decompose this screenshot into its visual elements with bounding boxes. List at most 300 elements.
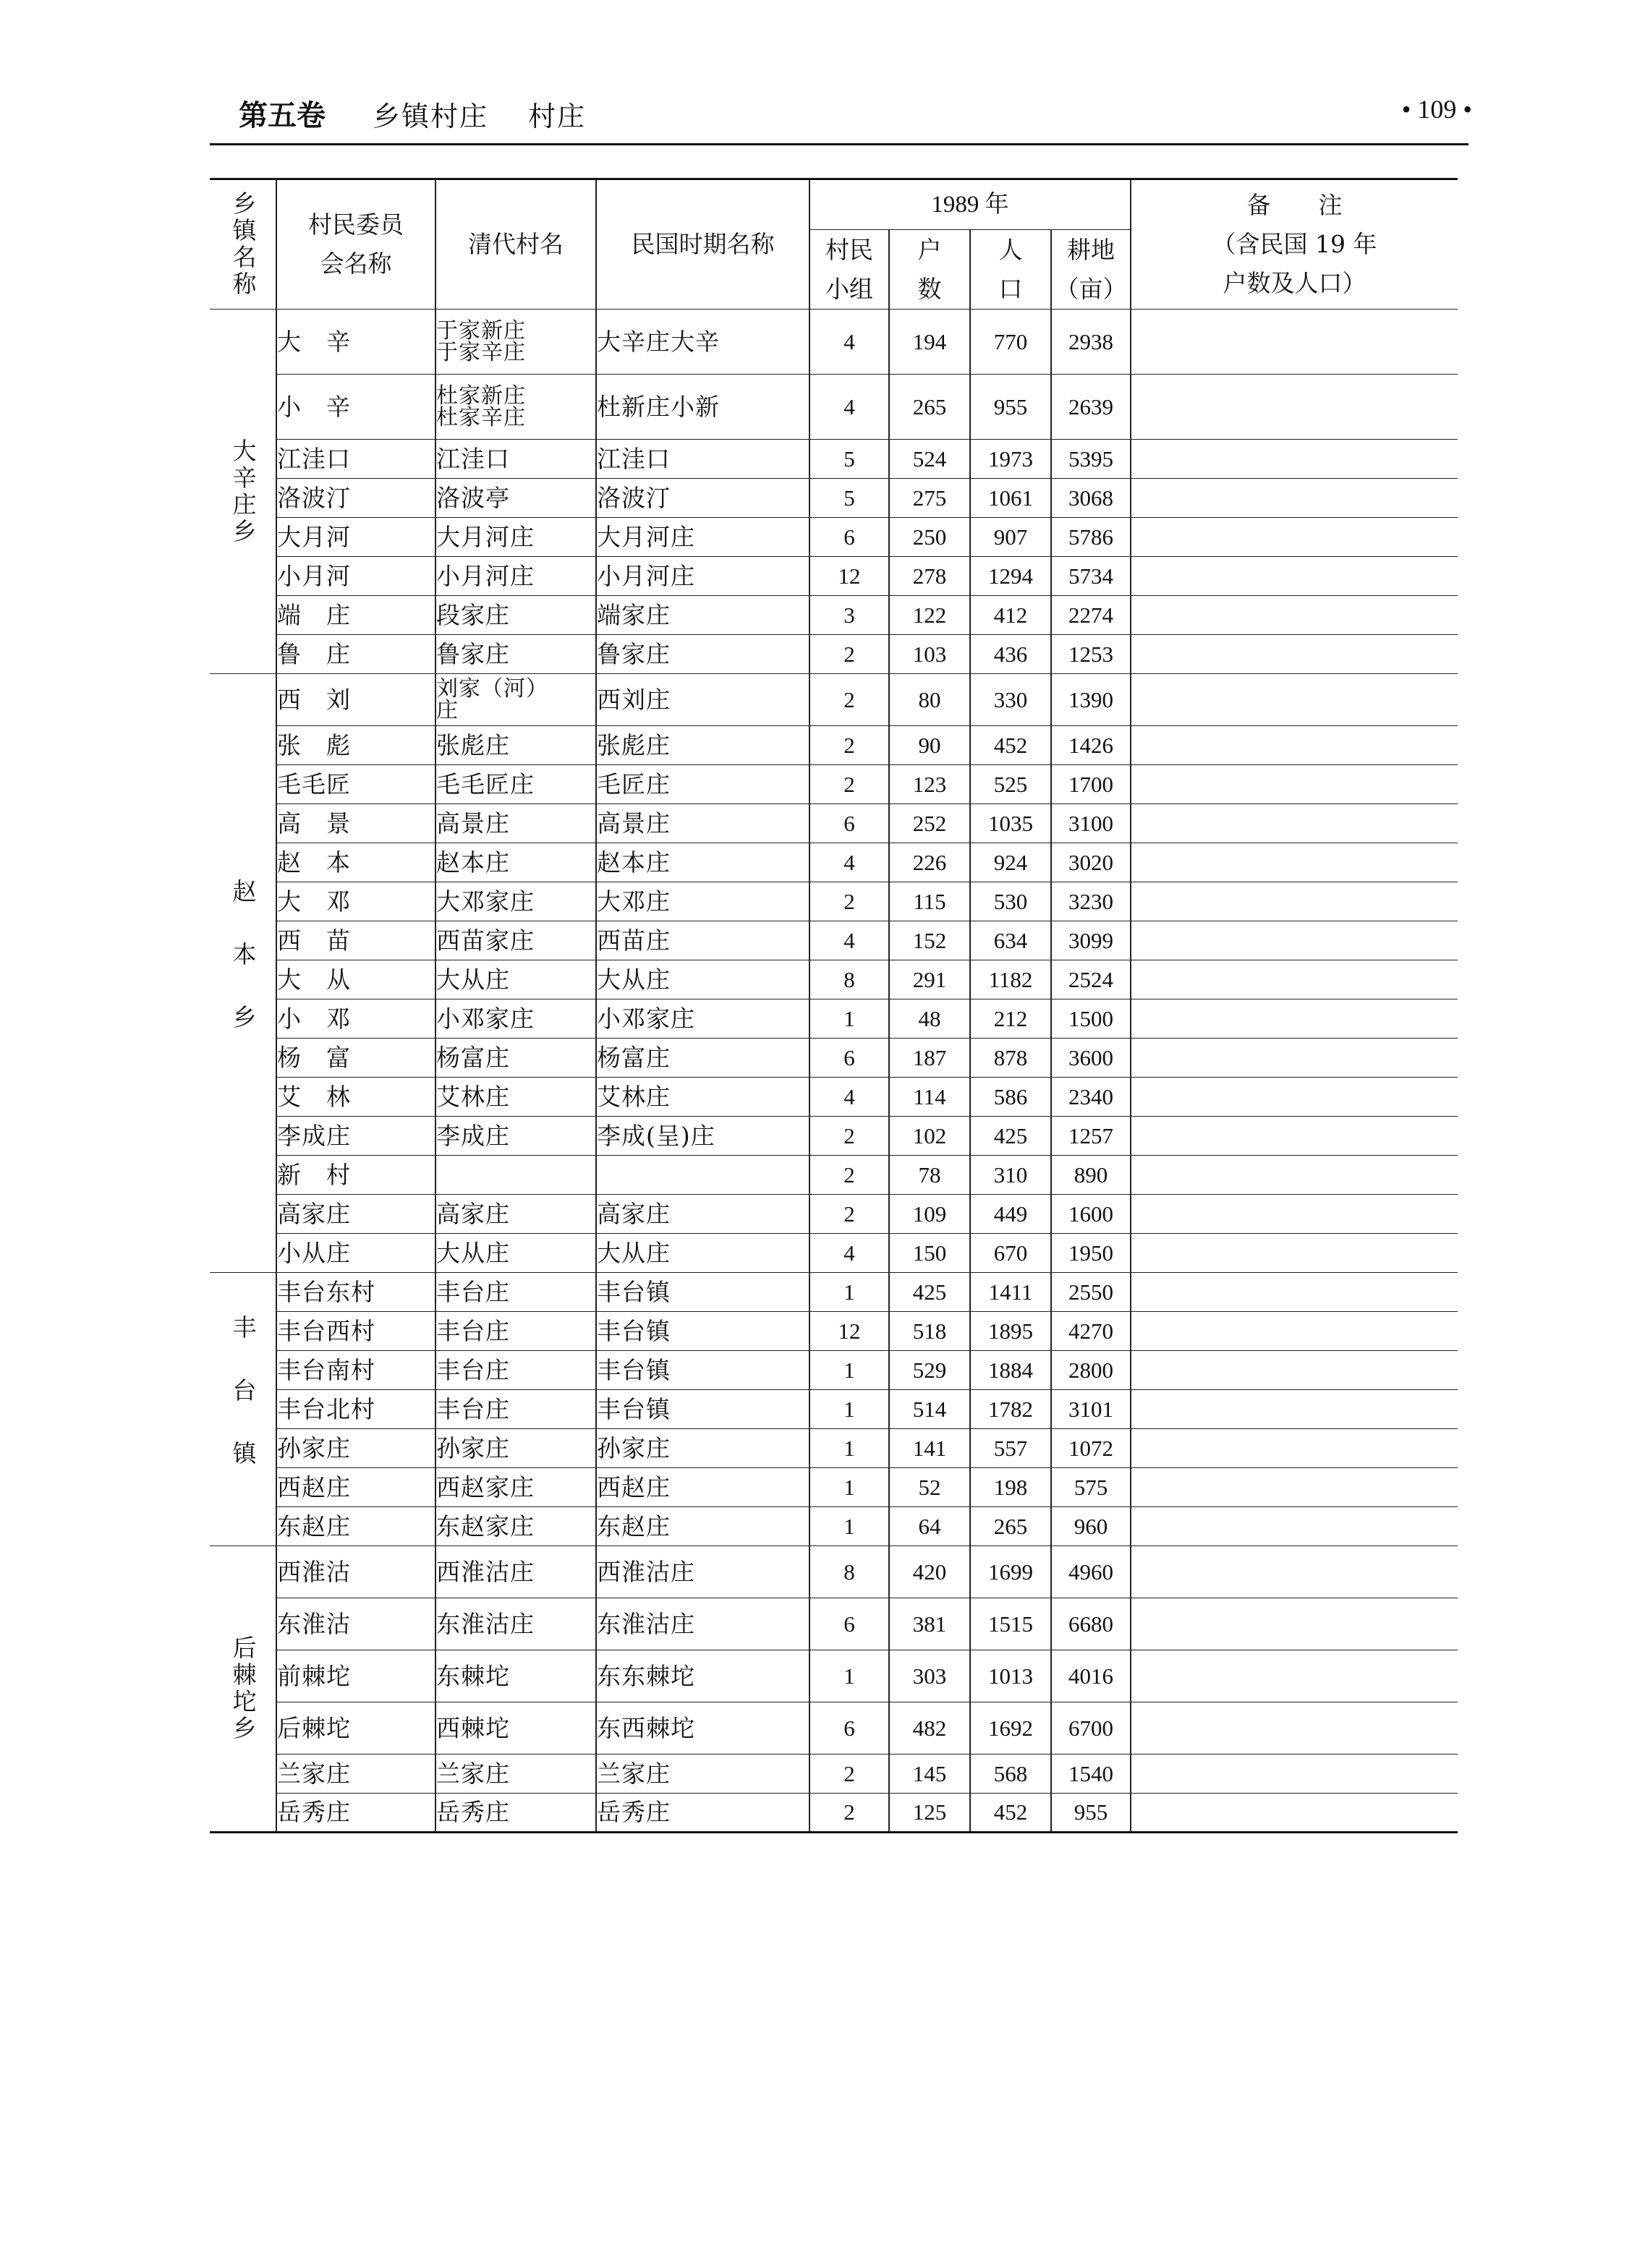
households-value: 114 (889, 1078, 970, 1117)
remark-value (1131, 765, 1458, 804)
remark-value (1131, 1702, 1458, 1755)
minguo-name: 东东棘坨 (596, 1650, 809, 1702)
land-value: 2340 (1051, 1078, 1131, 1117)
committee-name: 丰台东村 (276, 1273, 435, 1312)
committee-name: 艾 林 (276, 1078, 435, 1117)
table-row (210, 1468, 1458, 1507)
qing-name: 刘家（河） (436, 675, 548, 702)
groups-value: 2 (809, 635, 889, 674)
qing-name-cell (435, 674, 596, 726)
population-value: 1411 (970, 1273, 1051, 1312)
land-value: 2639 (1051, 375, 1131, 440)
groups-value: 2 (809, 674, 889, 726)
qing-name: 杨富庄 (436, 1043, 510, 1072)
table-row (210, 726, 1458, 765)
minguo-name: 张彪庄 (596, 726, 809, 765)
population-value: 330 (970, 674, 1051, 726)
col-header-committee (276, 179, 435, 310)
households-value: 518 (889, 1312, 970, 1351)
table-row (210, 1156, 1458, 1195)
land-value: 1426 (1051, 726, 1131, 765)
households-value: 103 (889, 635, 970, 674)
remark-value (1131, 596, 1458, 635)
remark-value (1131, 1429, 1458, 1468)
qing-name: 大邓家庄 (436, 887, 535, 916)
population-value: 1035 (970, 804, 1051, 843)
households-value: 226 (889, 843, 970, 882)
land-value: 3101 (1051, 1390, 1131, 1429)
page-header (239, 93, 1472, 136)
section-title: 乡镇村庄 (373, 101, 489, 132)
table-row (210, 1794, 1458, 1833)
minguo-name: 艾林庄 (596, 1078, 809, 1117)
town-name-cell (210, 1546, 276, 1833)
population-value: 198 (970, 1468, 1051, 1507)
col-header-population (970, 230, 1051, 310)
groups-value: 1 (809, 1468, 889, 1507)
table-row (210, 518, 1458, 557)
land-value: 6680 (1051, 1598, 1131, 1650)
groups-value: 6 (809, 1598, 889, 1650)
table-row (210, 1039, 1458, 1078)
col-header-remark-l3: 户数及人口） (1223, 269, 1366, 297)
committee-name: 孙家庄 (276, 1429, 435, 1468)
population-value: 907 (970, 518, 1051, 557)
households-value: 52 (889, 1468, 970, 1507)
minguo-name: 孙家庄 (596, 1429, 809, 1468)
minguo-name: 端家庄 (596, 596, 809, 635)
groups-value: 2 (809, 726, 889, 765)
groups-value: 12 (809, 557, 889, 596)
remark-value (1131, 1078, 1458, 1117)
population-value: 1294 (970, 557, 1051, 596)
col-header-groups-l1: 村民 (825, 235, 873, 264)
qing-name-cell (435, 1078, 596, 1117)
remark-value (1131, 1468, 1458, 1507)
table-row (210, 1312, 1458, 1351)
population-value: 557 (970, 1429, 1051, 1468)
groups-value: 1 (809, 1351, 889, 1390)
households-value: 425 (889, 1273, 970, 1312)
remark-value (1131, 1546, 1458, 1598)
minguo-name: 杜新庄小新 (596, 375, 809, 440)
qing-name: 段家庄 (436, 600, 510, 629)
land-value: 5734 (1051, 557, 1131, 596)
groups-value: 1 (809, 1650, 889, 1702)
remark-value (1131, 1755, 1458, 1794)
land-value: 1253 (1051, 635, 1131, 674)
committee-name: 丰台北村 (276, 1390, 435, 1429)
table-row (210, 1351, 1458, 1390)
qing-name: 岳秀庄 (436, 1798, 510, 1826)
qing-name-cell (435, 1429, 596, 1468)
table-row (210, 557, 1458, 596)
households-value: 291 (889, 960, 970, 999)
committee-name: 杨 富 (276, 1039, 435, 1078)
remark-value (1131, 375, 1458, 440)
town-name: 后棘坨乡 (229, 1635, 258, 1742)
remark-value (1131, 1650, 1458, 1702)
groups-value: 2 (809, 765, 889, 804)
land-value: 3100 (1051, 804, 1131, 843)
table-row (210, 310, 1458, 375)
population-value: 525 (970, 765, 1051, 804)
table-row (210, 960, 1458, 999)
qing-name: 艾林庄 (436, 1082, 510, 1111)
groups-value: 6 (809, 518, 889, 557)
population-value: 670 (970, 1234, 1051, 1273)
households-value: 420 (889, 1546, 970, 1598)
groups-value: 8 (809, 960, 889, 999)
households-value: 303 (889, 1650, 970, 1702)
population-value: 1061 (970, 479, 1051, 518)
households-value: 64 (889, 1507, 970, 1546)
table-row (210, 1650, 1458, 1702)
minguo-name: 西刘庄 (596, 674, 809, 726)
qing-name-cell (435, 843, 596, 882)
qing-name: 大从庄 (436, 965, 510, 994)
table-row (210, 804, 1458, 843)
qing-name: 毛毛匠庄 (436, 770, 535, 798)
qing-name-cell (435, 1755, 596, 1794)
households-value: 78 (889, 1156, 970, 1195)
minguo-name: 丰台镇 (596, 1312, 809, 1351)
subsection-title: 村庄 (528, 101, 587, 132)
col-header-households (889, 230, 970, 310)
population-value: 425 (970, 1117, 1051, 1156)
population-value: 955 (970, 375, 1051, 440)
minguo-name: 大从庄 (596, 1234, 809, 1273)
population-value: 412 (970, 596, 1051, 635)
groups-value: 4 (809, 310, 889, 375)
minguo-name: 洛波汀 (596, 479, 809, 518)
col-header-land (1051, 230, 1131, 310)
land-value: 4016 (1051, 1650, 1131, 1702)
land-value: 1540 (1051, 1755, 1131, 1794)
qing-name: 于家辛庄 (436, 339, 526, 365)
table-body (210, 310, 1458, 1833)
population-value: 530 (970, 882, 1051, 921)
col-header-groups (809, 230, 889, 310)
qing-name: 东淮沽庄 (436, 1609, 535, 1638)
table-row (210, 479, 1458, 518)
volume-title: 第五卷 (239, 99, 326, 132)
town-name: 赵本乡 (229, 879, 258, 1067)
qing-name-cell (435, 557, 596, 596)
land-value: 1257 (1051, 1117, 1131, 1156)
table-row (210, 1429, 1458, 1468)
land-value: 5395 (1051, 440, 1131, 479)
remark-value (1131, 882, 1458, 921)
population-value: 1692 (970, 1702, 1051, 1755)
table-row (210, 999, 1458, 1039)
town-name-cell (210, 674, 276, 1273)
population-value: 1973 (970, 440, 1051, 479)
committee-name: 西赵庄 (276, 1468, 435, 1507)
households-value: 150 (889, 1234, 970, 1273)
qing-name-cell (435, 310, 596, 375)
remark-value (1131, 557, 1458, 596)
committee-name: 新 村 (276, 1156, 435, 1195)
table-row (210, 1117, 1458, 1156)
committee-name: 西 刘 (276, 674, 435, 726)
groups-value: 1 (809, 1273, 889, 1312)
qing-name: 西苗家庄 (436, 926, 535, 955)
groups-value: 2 (809, 1117, 889, 1156)
minguo-name: 西苗庄 (596, 921, 809, 960)
remark-value (1131, 921, 1458, 960)
qing-name-cell (435, 1156, 596, 1195)
table-row (210, 375, 1458, 440)
col-header-town-text: 乡镇名称 (229, 191, 258, 298)
qing-name: 丰台庄 (436, 1355, 510, 1384)
population-value: 924 (970, 843, 1051, 882)
households-value: 152 (889, 921, 970, 960)
committee-name: 后棘坨 (276, 1702, 435, 1755)
qing-name: 鲁家庄 (436, 639, 510, 668)
qing-name: 李成庄 (436, 1121, 510, 1150)
population-value: 212 (970, 999, 1051, 1039)
col-header-population-l1: 人 (998, 235, 1023, 264)
col-header-land-l1: 耕地 (1067, 235, 1115, 264)
minguo-name: 李成(呈)庄 (596, 1117, 809, 1156)
population-value: 568 (970, 1755, 1051, 1794)
remark-value (1131, 960, 1458, 999)
committee-name: 大 邓 (276, 882, 435, 921)
population-value: 436 (970, 635, 1051, 674)
qing-name-cell (435, 726, 596, 765)
committee-name: 小 邓 (276, 999, 435, 1039)
households-value: 123 (889, 765, 970, 804)
remark-value (1131, 726, 1458, 765)
remark-value (1131, 674, 1458, 726)
committee-name: 西淮沽 (276, 1546, 435, 1598)
qing-name-cell (435, 1507, 596, 1546)
town-name-cell (210, 310, 276, 674)
minguo-name: 东西棘坨 (596, 1702, 809, 1755)
groups-value: 8 (809, 1546, 889, 1598)
qing-name: 丰台庄 (436, 1277, 510, 1306)
population-value: 265 (970, 1507, 1051, 1546)
minguo-name: 岳秀庄 (596, 1794, 809, 1833)
groups-value: 4 (809, 921, 889, 960)
qing-name: 高景庄 (436, 809, 510, 837)
minguo-name: 东赵庄 (596, 1507, 809, 1546)
committee-name: 兰家庄 (276, 1755, 435, 1794)
qing-name-cell (435, 1794, 596, 1833)
land-value: 3020 (1051, 843, 1131, 882)
groups-value: 5 (809, 440, 889, 479)
qing-name-cell (435, 1598, 596, 1650)
population-value: 1884 (970, 1351, 1051, 1390)
households-value: 145 (889, 1755, 970, 1794)
col-header-remark-l1: 备 注 (1246, 191, 1343, 219)
minguo-name: 大从庄 (596, 960, 809, 999)
households-value: 482 (889, 1702, 970, 1755)
qing-name: 杜家新庄 (436, 383, 526, 409)
remark-value (1131, 440, 1458, 479)
qing-name-cell (435, 1117, 596, 1156)
remark-value (1131, 479, 1458, 518)
qing-name-cell (435, 375, 596, 440)
land-value: 575 (1051, 1468, 1131, 1507)
land-value: 1072 (1051, 1429, 1131, 1468)
committee-name: 高家庄 (276, 1195, 435, 1234)
minguo-name: 高家庄 (596, 1195, 809, 1234)
land-value: 5786 (1051, 518, 1131, 557)
table-row (210, 635, 1458, 674)
table-row (210, 1755, 1458, 1794)
qing-name: 洛波亭 (436, 483, 510, 512)
table-row (210, 1078, 1458, 1117)
households-value: 278 (889, 557, 970, 596)
qing-name: 赵本庄 (436, 848, 510, 877)
remark-value (1131, 1117, 1458, 1156)
committee-name: 毛毛匠 (276, 765, 435, 804)
land-value: 1700 (1051, 765, 1131, 804)
committee-name: 前棘坨 (276, 1650, 435, 1702)
groups-value: 6 (809, 804, 889, 843)
groups-value: 4 (809, 1234, 889, 1273)
qing-name: 庄 (436, 697, 459, 723)
table-row (210, 1195, 1458, 1234)
land-value: 3068 (1051, 479, 1131, 518)
groups-value: 6 (809, 1039, 889, 1078)
minguo-name: 东淮沽庄 (596, 1598, 809, 1650)
land-value: 960 (1051, 1507, 1131, 1546)
committee-name: 丰台南村 (276, 1351, 435, 1390)
qing-name: 于家新庄 (436, 317, 526, 344)
committee-name: 赵 本 (276, 843, 435, 882)
qing-name-cell (435, 635, 596, 674)
population-value: 1515 (970, 1598, 1051, 1650)
households-value: 265 (889, 375, 970, 440)
groups-value: 4 (809, 843, 889, 882)
population-value: 310 (970, 1156, 1051, 1195)
households-value: 529 (889, 1351, 970, 1390)
households-value: 122 (889, 596, 970, 635)
table-row (210, 882, 1458, 921)
table-row (210, 674, 1458, 726)
qing-name-cell (435, 479, 596, 518)
qing-name-cell (435, 596, 596, 635)
qing-name: 杜家辛庄 (436, 404, 526, 430)
remark-value (1131, 1312, 1458, 1351)
table-row (210, 1273, 1458, 1312)
committee-name: 小从庄 (276, 1234, 435, 1273)
table-row (210, 1702, 1458, 1755)
land-value: 1950 (1051, 1234, 1131, 1273)
households-value: 115 (889, 882, 970, 921)
committee-name: 大 辛 (276, 310, 435, 375)
remark-value (1131, 804, 1458, 843)
col-header-land-l2: （亩） (1055, 274, 1127, 303)
col-header-population-l2: 口 (998, 274, 1023, 303)
table-row (210, 1507, 1458, 1546)
minguo-name: 西赵庄 (596, 1468, 809, 1507)
col-header-year: 1989 年 (809, 179, 1131, 230)
groups-value: 2 (809, 1755, 889, 1794)
village-table (210, 178, 1458, 1833)
land-value: 2524 (1051, 960, 1131, 999)
committee-name: 小月河 (276, 557, 435, 596)
groups-value: 1 (809, 1507, 889, 1546)
qing-name: 西赵家庄 (436, 1472, 535, 1501)
groups-value: 2 (809, 882, 889, 921)
minguo-name: 毛匠庄 (596, 765, 809, 804)
qing-name-cell (435, 960, 596, 999)
town-name: 丰台镇 (229, 1315, 258, 1504)
households-value: 514 (889, 1390, 970, 1429)
qing-name-cell (435, 1351, 596, 1390)
land-value: 3099 (1051, 921, 1131, 960)
qing-name-cell (435, 999, 596, 1039)
minguo-name: 兰家庄 (596, 1755, 809, 1794)
qing-name: 江洼口 (436, 444, 510, 473)
minguo-name: 大辛庄大辛 (596, 310, 809, 375)
groups-value: 2 (809, 1195, 889, 1234)
groups-value: 2 (809, 1156, 889, 1195)
committee-name: 大 从 (276, 960, 435, 999)
households-value: 109 (889, 1195, 970, 1234)
col-header-groups-l2: 小组 (825, 274, 873, 303)
land-value: 1600 (1051, 1195, 1131, 1234)
qing-name-cell (435, 804, 596, 843)
col-header-households-l1: 户 (917, 235, 942, 264)
groups-value: 5 (809, 479, 889, 518)
remark-value (1131, 999, 1458, 1039)
groups-value: 1 (809, 1429, 889, 1468)
qing-name-cell (435, 1546, 596, 1598)
col-header-remark-l2: （含民国 19 年 (1212, 230, 1377, 258)
remark-value (1131, 1273, 1458, 1312)
households-value: 252 (889, 804, 970, 843)
col-header-committee-l2: 会名称 (320, 250, 392, 278)
remark-value (1131, 1794, 1458, 1833)
committee-name: 东赵庄 (276, 1507, 435, 1546)
qing-name-cell (435, 1702, 596, 1755)
minguo-name: 杨富庄 (596, 1039, 809, 1078)
remark-value (1131, 1156, 1458, 1195)
land-value: 955 (1051, 1794, 1131, 1833)
committee-name: 江洼口 (276, 440, 435, 479)
remark-value (1131, 1507, 1458, 1546)
remark-value (1131, 635, 1458, 674)
minguo-name: 丰台镇 (596, 1273, 809, 1312)
minguo-name: 赵本庄 (596, 843, 809, 882)
households-value: 381 (889, 1598, 970, 1650)
land-value: 2274 (1051, 596, 1131, 635)
qing-name: 张彪庄 (436, 730, 510, 759)
table-row (210, 1598, 1458, 1650)
minguo-name (596, 1156, 809, 1195)
minguo-name: 大邓庄 (596, 882, 809, 921)
committee-name: 张 彪 (276, 726, 435, 765)
col-header-remark (1131, 179, 1458, 310)
remark-value (1131, 1195, 1458, 1234)
population-value: 634 (970, 921, 1051, 960)
table-row (210, 921, 1458, 960)
households-value: 141 (889, 1429, 970, 1468)
remark-value (1131, 518, 1458, 557)
col-header-minguo: 民国时期名称 (596, 179, 809, 310)
groups-value: 1 (809, 1390, 889, 1429)
households-value: 524 (889, 440, 970, 479)
minguo-name: 丰台镇 (596, 1351, 809, 1390)
households-value: 250 (889, 518, 970, 557)
committee-name: 洛波汀 (276, 479, 435, 518)
households-value: 80 (889, 674, 970, 726)
